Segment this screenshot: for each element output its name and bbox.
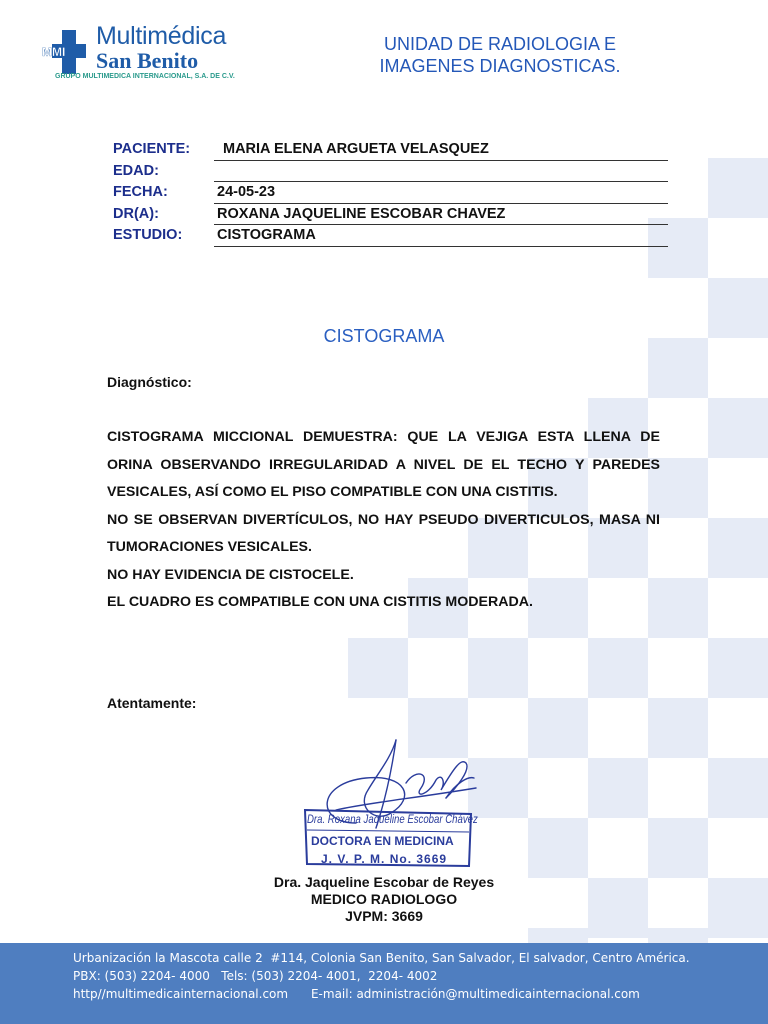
patient-label: PACIENTE: — [113, 141, 191, 157]
footer-address: Urbanización la Mascota calle 2 #114, Colonia San Benito, San Salvador, El salvador, Centro América. — [73, 951, 690, 965]
field-underline — [214, 224, 668, 225]
report-findings — [107, 424, 660, 617]
logo-badge: MMI — [42, 45, 66, 59]
unit-title-line2: IMAGENES DIAGNOSTICAS. — [379, 56, 621, 76]
medical-cross-icon — [40, 30, 96, 74]
logo-title: Multimédica — [96, 22, 227, 50]
logo-group-name: GRUPO MULTIMEDICA INTERNACIONAL, S.A. DE C.V. — [55, 73, 235, 80]
study-row — [113, 226, 668, 248]
footer-web-email: http//multimedicainternacional.com E-mail: administración@multimedicainternacional.com — [73, 987, 640, 1001]
signer-license: JVPM: 3669 — [345, 908, 423, 924]
company-logo — [40, 20, 260, 90]
unit-title-line1: UNIDAD DE RADIOLOGIA E — [383, 34, 617, 54]
doctor-value: ROXANA JAQUELINE ESCOBAR CHAVEZ — [217, 205, 506, 222]
study-label: ESTUDIO: — [113, 227, 183, 243]
footer-bar — [0, 943, 768, 1024]
stamp-name: Dra. Roxana Jaqueline Escobar Chávez — [307, 812, 478, 826]
field-underline — [214, 203, 668, 204]
date-row — [113, 183, 668, 205]
date-label: FECHA: — [113, 184, 168, 200]
stamp-title: DOCTORA EN MEDICINA — [311, 834, 454, 848]
doctor-stamp — [303, 806, 478, 866]
finding-paragraph: CISTOGRAMA MICCIONAL DEMUESTRA: QUE LA VEJIGA ESTA LLENA DE ORINA OBSERVANDO IRREGULARIDAD A NIVEL DE EL TECHO Y PAREDES VESICALES, ASÍ COMO EL PISO COMPATIBLE CON UNA CISTITIS. — [107, 429, 660, 500]
footer-phones: PBX: (503) 2204- 4000 Tels: (503) 2204- 4001, 2204- 4002 — [73, 969, 438, 983]
date-value: 24-05-23 — [217, 184, 276, 200]
logo-subtitle: San Benito — [96, 48, 199, 73]
closing-text: Atentamente: — [107, 695, 197, 711]
finding-paragraph: EL CUADRO ES COMPATIBLE CON UNA CISTITIS MODERADA. — [107, 594, 533, 610]
stamp-license: J. V. P. M. No. 3669 — [321, 852, 448, 866]
field-underline — [214, 181, 668, 182]
signer-block — [0, 874, 768, 925]
study-value: CISTOGRAMA — [217, 227, 316, 243]
patient-info — [113, 140, 668, 248]
diagnosis-label: Diagnóstico: — [107, 374, 192, 390]
field-underline — [214, 246, 668, 247]
age-label: EDAD: — [113, 162, 159, 179]
signer-name: Dra. Jaqueline Escobar de Reyes — [273, 874, 495, 890]
patient-value: MARIA ELENA ARGUETA VELASQUEZ — [223, 141, 489, 157]
finding-paragraph: NO SE OBSERVAN DIVERTÍCULOS, NO HAY PSEUDO DIVERTICULOS, MASA NI TUMORACIONES VESICALES. — [107, 511, 660, 555]
doctor-row — [113, 205, 668, 227]
doctor-label: DR(A): — [113, 205, 159, 222]
field-underline — [214, 160, 668, 161]
patient-row — [113, 140, 668, 162]
unit-title — [340, 33, 660, 77]
signer-title: MEDICO RADIOLOGO — [310, 891, 458, 907]
report-title: CISTOGRAMA — [323, 326, 445, 346]
age-row — [113, 162, 668, 184]
finding-paragraph: NO HAY EVIDENCIA DE CISTOCELE. — [107, 566, 354, 583]
